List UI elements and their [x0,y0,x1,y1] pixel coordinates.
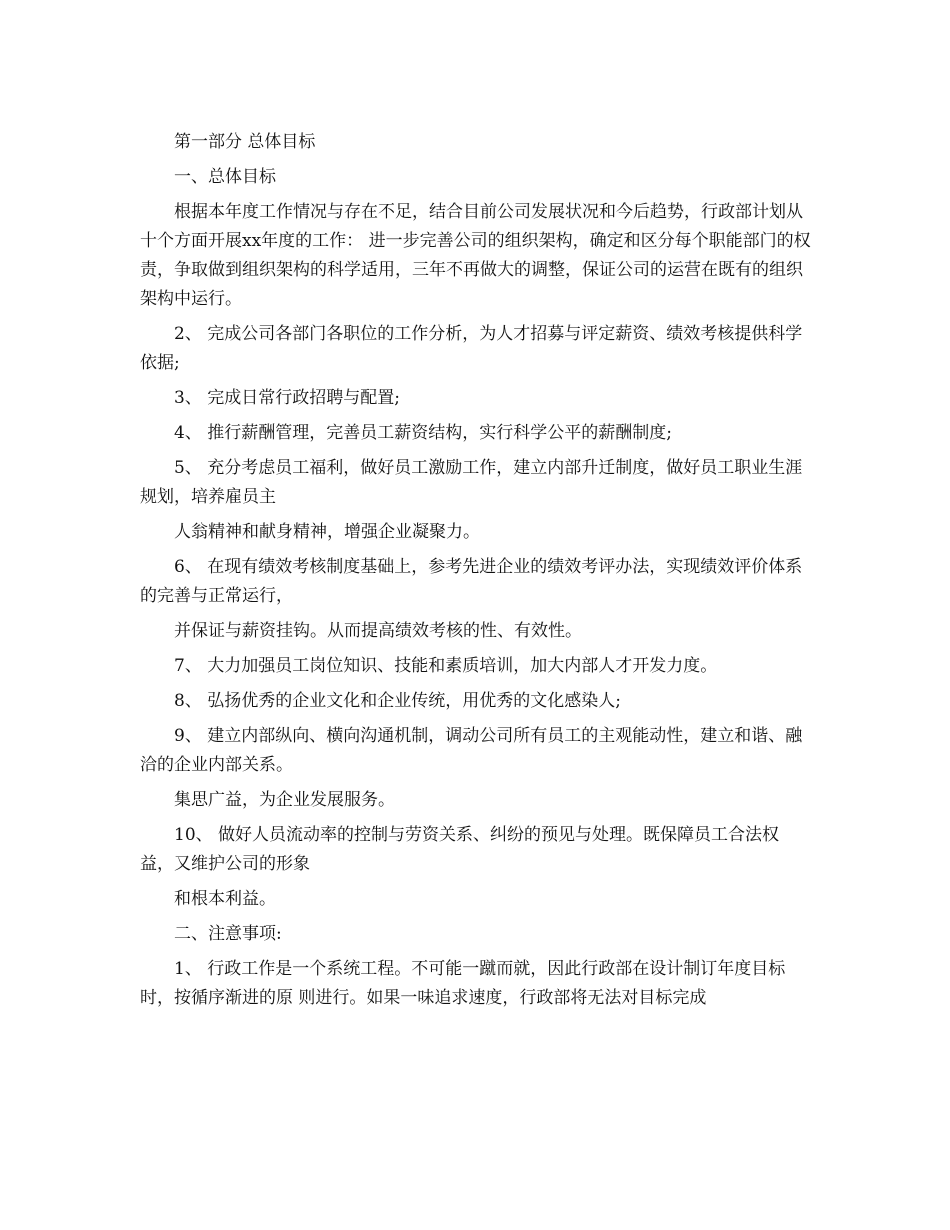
paragraph-item-10-continued: 和根本利益。 [174,889,276,909]
part-title: 第一部分 总体目标 [174,132,316,152]
paragraph-item-4: 4、 推行薪酬管理，完善员工薪资结构，实行科学公平的薪酬制度; [174,423,672,443]
section-1-title: 一、总体目标 [174,167,276,187]
section-2-title: 二、注意事项: [174,924,282,944]
paragraph-item-5: 5、 充分考虑员工福利，做好员工激励工作，建立内部升迁制度，做好员工职业生涯规划，培养雇员主 [140,458,803,507]
paragraph-item-2: 2、 完成公司各部门各职位的工作分析，为人才招募与评定薪资、绩效考核提供科学依据; [140,324,803,373]
paragraph-intro: 根据本年度工作情况与存在不足，结合目前公司发展状况和今后趋势，行政部计划从十个方面开展xx年度的工作： 进一步完善公司的组织架构，确定和区分每个职能部门的权责，争取做到组织架构的科学适用，三年不再做大的调整，保证公司的运营在既有的组织架构中运行。 [140,202,811,309]
document-body [140,128,812,1019]
paragraph-item-8: 8、 弘扬优秀的企业文化和企业传统，用优秀的文化感染人; [174,691,621,711]
paragraph-item-5-continued: 人翁精神和献身精神，增强企业凝聚力。 [174,522,480,542]
paragraph-item-9-continued: 集思广益，为企业发展服务。 [174,790,395,810]
paragraph-item-9: 9、 建立内部纵向、横向沟通机制，调动公司所有员工的主观能动性，建立和谐、融洽的企业内部关系。 [140,726,803,775]
paragraph-item-3: 3、 完成日常行政招聘与配置; [174,388,400,408]
note-item-1: 1、 行政工作是一个系统工程。不可能一蹴而就，因此行政部在设计制订年度目标时，按循序渐进的原 则进行。如果一味追求速度，行政部将无法对目标完成 [140,959,786,1008]
paragraph-item-6-continued: 并保证与薪资挂钩。从而提高绩效考核的性、有效性。 [174,621,582,641]
paragraph-item-10: 10、 做好人员流动率的控制与劳资关系、纠纷的预见与处理。既保障员工合法权益，又维护公司的形象 [140,825,780,874]
paragraph-item-6: 6、 在现有绩效考核制度基础上，参考先进企业的绩效考评办法，实现绩效评价体系的完善与正常运行， [140,557,803,606]
paragraph-item-7: 7、 大力加强员工岗位知识、技能和素质培训，加大内部人才开发力度。 [174,656,718,676]
